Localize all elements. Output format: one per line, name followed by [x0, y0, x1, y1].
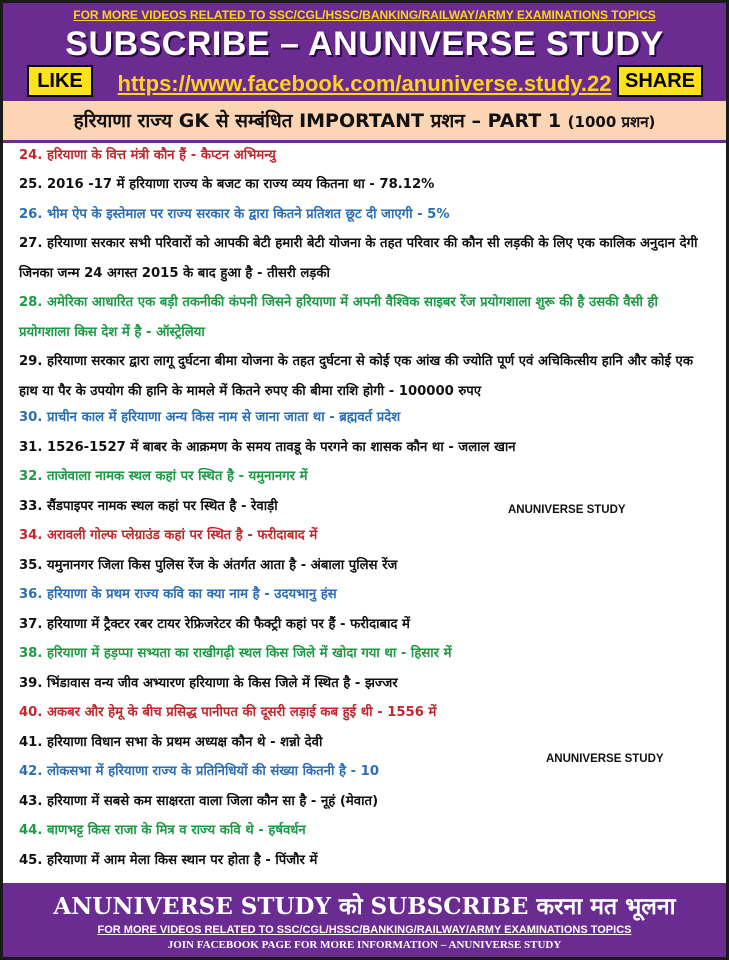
footer-facebook-note: JOIN FACEBOOK PAGE FOR MORE INFORMATION – ANUNIVERSE STUDY	[167, 939, 562, 951]
footer-note: FOR MORE VIDEOS RELATED TO SSC/CGL/HSSC/BANKING/RAILWAY/ARMY EXAMINATIONS TOPICS	[97, 924, 632, 936]
question-37: 37. हरियाणा में ट्रैक्टर रबर टायर रेफ्रिजरेटर की फैक्ट्री कहां पर हैं - फरीदाबाद में	[19, 617, 410, 632]
question-33: 33. सैंडपाइपर नामक स्थल कहां पर स्थित है - रेवाड़ी	[19, 499, 278, 514]
question-41: 41. हरियाणा विधान सभा के प्रथम अध्यक्ष कौन थे - शन्नो देवी	[19, 735, 323, 750]
question-36: 36. हरियाणा के प्रथम राज्य कवि का क्या नाम है - उदयभानु हंस	[19, 587, 337, 602]
question-42: 42. लोकसभा में हरियाणा राज्य के प्रतिनिधियों की संख्या कितनी है - 10	[19, 764, 380, 779]
footer-banner	[3, 883, 726, 957]
facebook-link[interactable]: https://www.facebook.com/anuniverse.study.22	[117, 71, 612, 96]
subtitle-count: (1000 प्रशन)	[567, 113, 656, 131]
question-26: 26. भीम ऐप के इस्तेमाल पर राज्य सरकार के द्वारा कितने प्रतिशत छूट दी जाएगी - 5%	[19, 207, 450, 222]
subtitle	[3, 107, 726, 133]
question-43: 43. हरियाणा में सबसे कम साक्षरता वाला जिला कौन सा है - नूहं (मेवात)	[19, 794, 379, 809]
question-38: 38. हरियाणा में हड़प्पा सभ्यता का राखीगढ़ी स्थल किस जिले में खोदा गया था - हिसार में	[19, 646, 452, 661]
question-45: 45. हरियाणा में आम मेला किस स्थान पर होता है - पिंजौर में	[19, 853, 318, 868]
question-34: 34. अरावली गोल्फ प्लेग्राउंड कहां पर स्थित है - फरीदाबाद में	[19, 528, 318, 543]
watermark: ANUNIVERSE STUDY	[546, 753, 664, 765]
question-44: 44. बाणभट्ट किस राजा के मित्र व राज्य कवि थे - हर्षवर्धन	[19, 823, 306, 838]
question-31: 31. 1526-1527 में बाबर के आक्रमण के समय तावडू के परगने का शासक कौन था - जलाल खान	[19, 440, 516, 455]
question-30: 30. प्राचीन काल में हरियाणा अन्य किस नाम से जाना जाता था - ब्रह्मवर्त प्रदेश	[19, 410, 401, 425]
question-32: 32. ताजेवाला नामक स्थल कहां पर स्थित है - यमुनानगर में	[19, 469, 308, 484]
subtitle-bar	[3, 101, 726, 143]
footer-subscribe-reminder: ANUNIVERSE STUDY को SUBSCRIBE करना मत भूलना	[53, 893, 676, 920]
page-title: SUBSCRIBE – ANUNIVERSE STUDY	[65, 25, 664, 63]
header-banner	[3, 3, 726, 101]
question-27: 27. हरियाणा सरकार सभी परिवारों को आपकी बेटी हमारी बेटी योजना के तहत परिवार की कौन सी लड़की के लिए एक कालिक अनुदान देगी जिनका जन्म 24 अगस्त 2015 के बाद हुआ है - तीसरी लड़की	[19, 236, 698, 281]
watermark: ANUNIVERSE STUDY	[508, 504, 626, 516]
question-28: 28. अमेरिका आधारित एक बड़ी तकनीकी कंपनी जिसने हरियाणा में अपनी वैश्विक साइबर रेंज प्रयोगशाला शुरू की है उसकी वैसी ही प्रयोगशाला किस देश में है - ऑस्ट्रेलिया	[19, 295, 658, 340]
subtitle-main: हरियाणा राज्य GK से सम्बंधित IMPORTANT प्रशन – PART 1	[73, 110, 562, 132]
question-24: 24. हरियाणा के वित्त मंत्री कौन हैं - कैप्टन अभिमन्यु	[19, 148, 276, 163]
like-button[interactable]: LIKE	[27, 65, 93, 97]
question-40: 40. अकबर और हेमू के बीच प्रसिद्ध पानीपत की दूसरी लड़ाई कब हुई थी - 1556 में	[19, 705, 437, 720]
top-note: FOR MORE VIDEOS RELATED TO SSC/CGL/HSSC/BANKING/RAILWAY/ARMY EXAMINATIONS TOPICS	[73, 8, 656, 22]
question-25: 25. 2016 -17 में हरियाणा राज्य के बजट का राज्य व्यय कितना था - 78.12%	[19, 177, 435, 192]
question-35: 35. यमुनानगर जिला किस पुलिस रेंज के अंतर्गत आता है - अंबाला पुलिस रेंज	[19, 558, 398, 573]
question-29: 29. हरियाणा सरकार द्वारा लागू दुर्घटना बीमा योजना के तहत दुर्घटना से कोई एक आंख की ज्योति पूर्ण एवं अचिकित्सीय हानि और कोई एक हाथ या पैर के उपयोग की हानि के मामले में कितने रुपए की बीमा राशि होगी - 100000 रुपए	[19, 354, 693, 399]
question-39: 39. भिंडावास वन्य जीव अभ्यारण हरियाणा के किस जिले में स्थित है - झज्जर	[19, 676, 398, 691]
share-button[interactable]: SHARE	[617, 65, 703, 97]
